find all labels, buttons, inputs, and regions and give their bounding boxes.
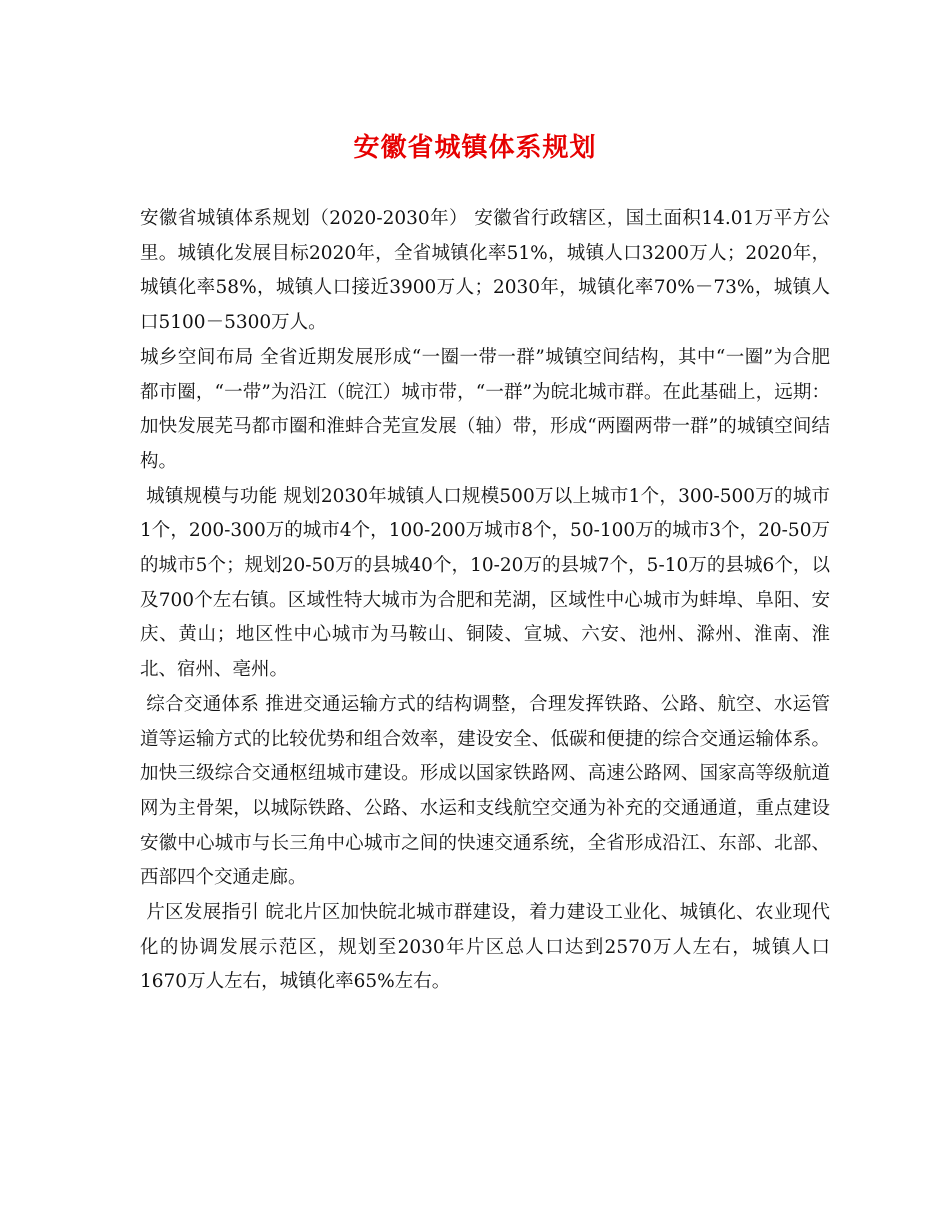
paragraph-transport (140, 688, 830, 896)
paragraph-text: 安徽省城镇体系规划（2020-2030年） 安徽省行政辖区，国土面积14.01万平方公里。城镇化发展目标2020年，全省城镇化率51%，城镇人口3200万人；2020年，城镇化率58%，城镇人口接近3900万人；2030年，城镇化率70%－73%，城镇人口5100－5300万人。 (140, 208, 830, 334)
paragraph-text: 城镇规模与功能 规划2030年城镇人口规模500万以上城市1个，300-500万的城市1个，200-300万的城市4个，100-200万城市8个，50-100万的城市3个，20-50万的城市5个；规划20-50万的县城40个，10-20万的县城7个，5-10万的县城6个，以及700个左右镇。区域性特大城市为合肥和芜湖，区域性中心城市为蚌埠、阜阳、安庆、黄山；地区性中心城市为马鞍山、铜陵、宣城、六安、池州、滁州、淮南、淮北、宿州、亳州。 (140, 485, 830, 681)
paragraph-spatial-layout (140, 341, 830, 480)
document-body (140, 202, 830, 1000)
paragraph-text: 城乡空间布局 全省近期发展形成“一圈一带一群”城镇空间结构，其中“一圈”为合肥都市圈，“一带”为沿江（皖江）城市带，“一群”为皖北城市群。在此基础上，远期：加快发展芜马都市圈和淮蚌合芜宣发展（轴）带，形成“两圈两带一群”的城镇空间结构。 (140, 346, 830, 472)
paragraph-text: 综合交通体系 推进交通运输方式的结构调整，合理发挥铁路、公路、航空、水运管道等运输方式的比较优势和组合效率，建设安全、低碳和便捷的综合交通运输体系。加快三级综合交通枢纽城市建设。形成以国家铁路网、高速公路网、国家高等级航道网为主骨架，以城际铁路、公路、水运和支线航空交通为补充的交通通道，重点建设安徽中心城市与长三角中心城市之间的快速交通系统，全省形成沿江、东部、北部、西部四个交通走廊。 (140, 693, 830, 889)
paragraph-regional-guidance (140, 896, 830, 1000)
paragraph-city-scale (140, 480, 830, 688)
paragraph-overview (140, 202, 830, 341)
paragraph-text: 片区发展指引 皖北片区加快皖北城市群建设，着力建设工业化、城镇化、农业现代化的协调发展示范区，规划至2030年片区总人口达到2570万人左右，城镇人口1670万人左右，城镇化率65%左右。 (140, 902, 830, 993)
document-title: 安徽省城镇体系规划 (353, 133, 597, 163)
